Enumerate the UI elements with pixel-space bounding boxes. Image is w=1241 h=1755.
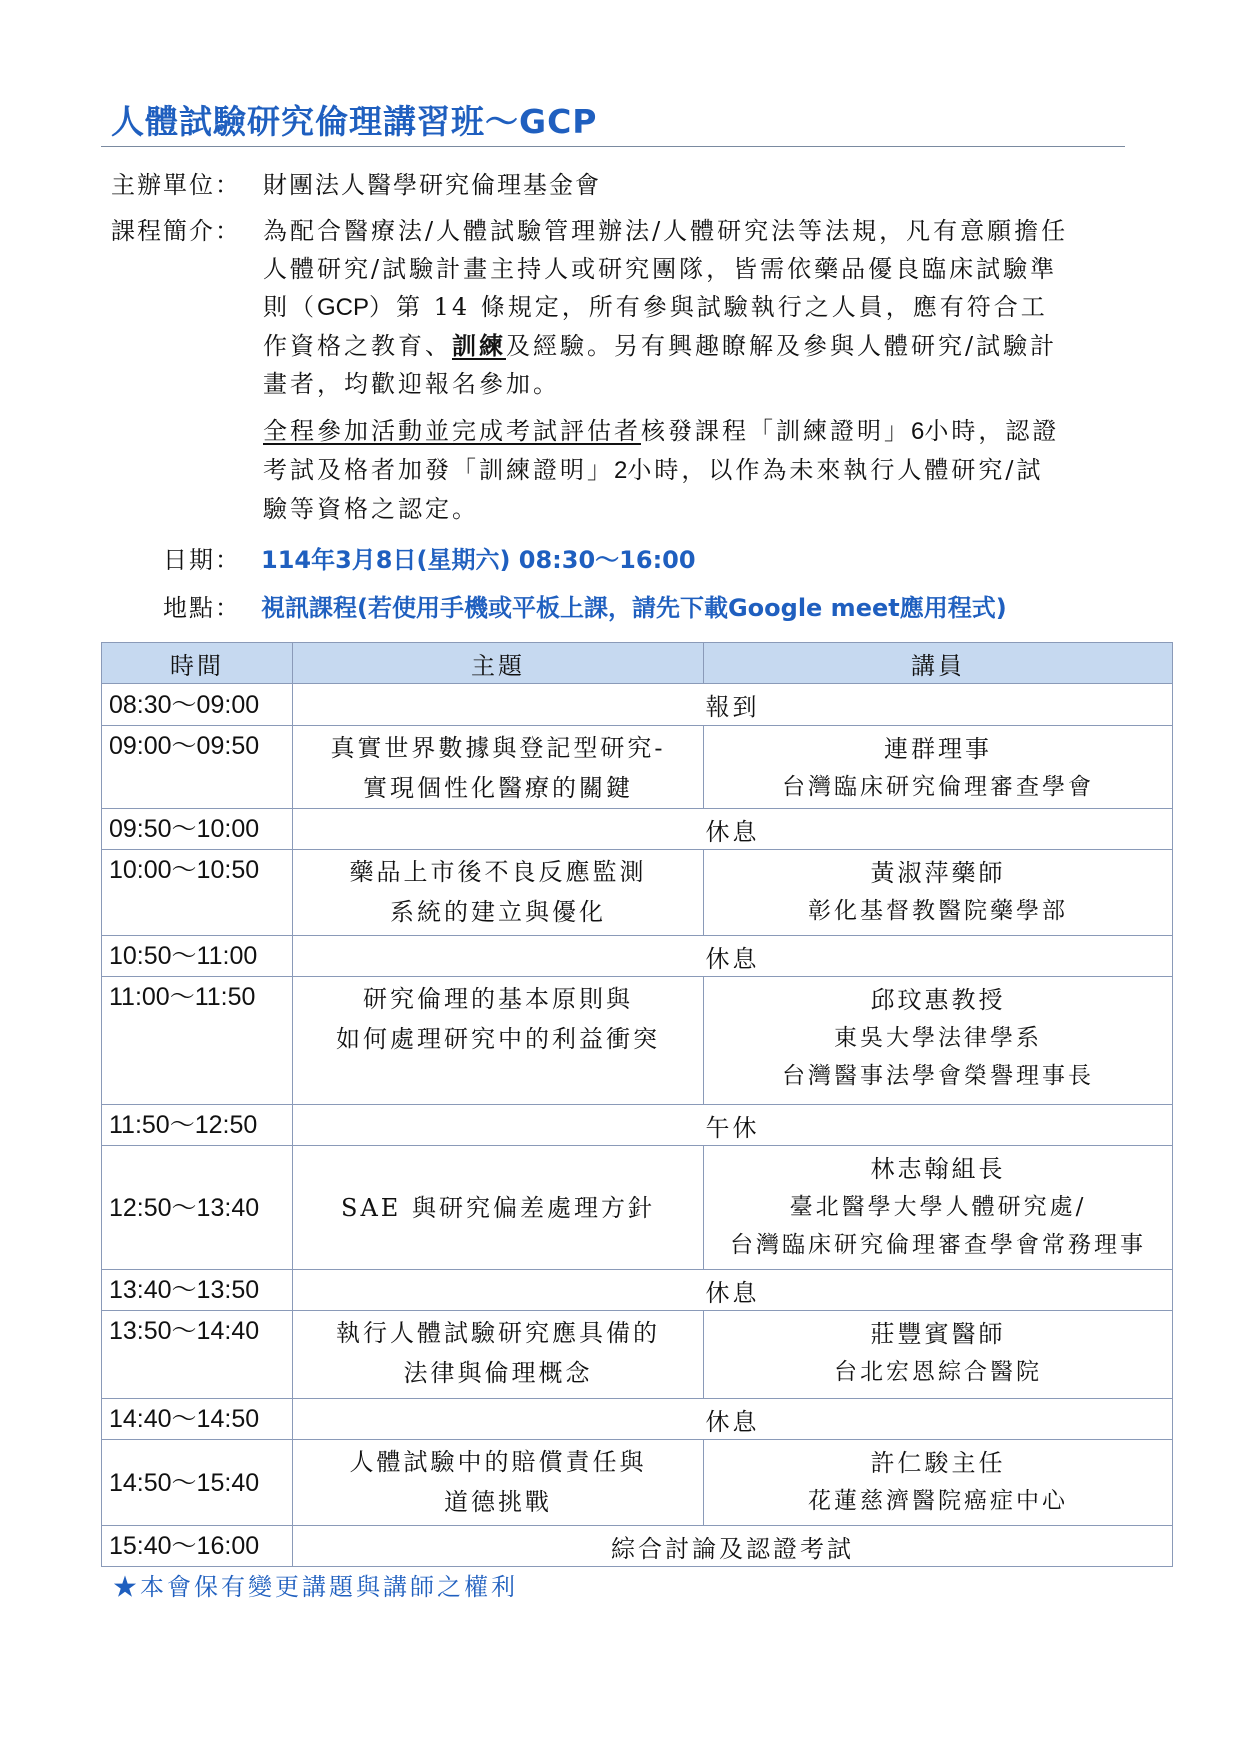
row-break-label: 休息 [293, 936, 1173, 977]
topic-line: SAE 與研究偏差處理方針 [341, 1193, 655, 1222]
organizer-label: 主辦單位： [111, 171, 241, 199]
row-time: 09:00～09:50 [102, 726, 293, 809]
topic-line: 實現個性化醫療的關鍵 [363, 774, 633, 802]
speaker-affiliation: 台灣臨床研究倫理審查學會 [782, 774, 1094, 800]
table-row [102, 1311, 1173, 1399]
row-break-label: 午休 [293, 1105, 1173, 1146]
intro-line: 人體研究/試驗計畫主持人或研究團隊，皆需依藥品優良臨床試驗準 [263, 255, 1058, 283]
intro-paragraph-1 [263, 212, 1123, 403]
intro-text: 小時，認證 [924, 417, 1060, 445]
topic-line: 真實世界數據與登記型研究- [330, 734, 666, 762]
speaker-name: 許仁駿主任 [870, 1449, 1006, 1477]
row-topic [293, 1146, 704, 1270]
speaker-affiliation: 臺北醫學大學人體研究處/ [789, 1194, 1087, 1220]
rights-note: ★本會保有變更講題與講師之權利 [113, 1573, 518, 1601]
header-topic: 主題 [293, 643, 704, 684]
row-time: 14:40～14:50 [102, 1399, 293, 1440]
header-speaker: 講員 [704, 643, 1173, 684]
row-topic [293, 726, 704, 809]
row-speaker [704, 1440, 1173, 1526]
location-value: 視訊課程(若使用手機或平板上課，請先下載Google meet應用程式) [261, 594, 1007, 622]
row-time: 08:30～09:00 [102, 684, 293, 726]
date-row [163, 542, 696, 578]
row-speaker [704, 1146, 1173, 1270]
table-row [102, 1526, 1173, 1567]
speaker-affiliation: 彰化基督教醫院藥學部 [808, 898, 1068, 924]
schedule-table [101, 642, 1173, 1567]
training-emphasis: 訓練 [452, 331, 506, 360]
topic-line: 系統的建立與優化 [390, 898, 606, 926]
row-speaker [704, 1311, 1173, 1399]
speaker-affiliation: 台北宏恩綜合醫院 [834, 1359, 1042, 1385]
gcp-text: GCP [317, 294, 370, 321]
intro-line [263, 412, 1123, 451]
organizer-row [111, 166, 601, 204]
row-time: 12:50～13:40 [102, 1146, 293, 1270]
row-break-label: 報到 [293, 684, 1173, 726]
header-time: 時間 [102, 643, 293, 684]
intro-line [263, 327, 1123, 365]
row-break-label: 綜合討論及認證考試 [293, 1526, 1173, 1567]
intro-line: 驗等資格之認定。 [263, 495, 479, 523]
location-label: 地點： [163, 594, 241, 622]
topic-line: 法律與倫理概念 [403, 1359, 593, 1387]
row-topic [293, 1440, 704, 1526]
row-time: 10:00～10:50 [102, 850, 293, 936]
table-row [102, 850, 1173, 936]
row-time: 10:50～11:00 [102, 936, 293, 977]
table-row [102, 809, 1173, 850]
intro-text: 小時，以作為未來執行人體研究/試 [627, 456, 1044, 484]
table-row [102, 1440, 1173, 1526]
table-row [102, 1146, 1173, 1270]
date-label: 日期： [163, 546, 241, 574]
row-time: 11:50～12:50 [102, 1105, 293, 1146]
row-time: 15:40～16:00 [102, 1526, 293, 1567]
intro-text: 及經驗。另有興趣瞭解及參與人體研究/試驗計 [506, 332, 1058, 360]
speaker-affiliation: 東吳大學法律學系 [834, 1025, 1042, 1051]
topic-line: 道德挑戰 [444, 1488, 552, 1516]
intro-label-row [111, 212, 261, 250]
speaker-affiliation: 花蓮慈濟醫院癌症中心 [808, 1488, 1068, 1514]
intro-text: ）第 14 條規定，所有參與試驗執行之人員，應有符合工 [369, 293, 1048, 321]
table-row [102, 1270, 1173, 1311]
table-header-row [102, 643, 1173, 684]
topic-line: 人體試驗中的賠償責任與 [349, 1448, 647, 1476]
row-time: 11:00～11:50 [102, 977, 293, 1105]
hours-number: 2 [614, 457, 628, 484]
intro-text: 則（ [263, 293, 317, 321]
hours-number: 6 [911, 418, 925, 445]
intro-line [263, 451, 1123, 490]
speaker-name: 林志翰組長 [870, 1155, 1006, 1183]
intro-text: 作資格之教育、 [263, 332, 452, 360]
speaker-affiliation: 台灣醫事法學會榮譽理事長 [782, 1063, 1094, 1089]
intro-text: 考試及格者加發「訓練證明」 [263, 456, 614, 484]
requirement-underline: 全程參加活動並完成考試評估者 [263, 417, 641, 445]
row-topic [293, 1311, 704, 1399]
topic-line: 藥品上市後不良反應監測 [349, 858, 647, 886]
page-title: 人體試驗研究倫理講習班～GCP [111, 102, 598, 141]
row-speaker [704, 850, 1173, 936]
topic-line: 研究倫理的基本原則與 [363, 985, 633, 1013]
table-row [102, 977, 1173, 1105]
location-row [163, 590, 1007, 626]
table-row [102, 1105, 1173, 1146]
table-row [102, 684, 1173, 726]
speaker-name: 莊豐賓醫師 [870, 1320, 1006, 1348]
intro-text: 核發課程「訓練證明」 [641, 417, 911, 445]
intro-label: 課程簡介： [111, 217, 241, 245]
row-break-label: 休息 [293, 809, 1173, 850]
row-topic [293, 850, 704, 936]
row-break-label: 休息 [293, 1270, 1173, 1311]
table-row [102, 936, 1173, 977]
row-time: 13:50～14:40 [102, 1311, 293, 1399]
table-row [102, 726, 1173, 809]
row-time: 09:50～10:00 [102, 809, 293, 850]
row-topic [293, 977, 704, 1105]
row-time: 13:40～13:50 [102, 1270, 293, 1311]
row-time: 14:50～15:40 [102, 1440, 293, 1526]
speaker-name: 邱玟惠教授 [870, 986, 1006, 1014]
intro-line: 為配合醫療法/人體試驗管理辦法/人體研究法等法規，凡有意願擔任 [263, 217, 1069, 245]
topic-line: 執行人體試驗研究應具備的 [336, 1319, 660, 1347]
topic-line: 如何處理研究中的利益衝突 [336, 1025, 660, 1053]
intro-line: 畫者，均歡迎報名參加。 [263, 370, 560, 398]
organizer-value: 財團法人醫學研究倫理基金會 [263, 171, 601, 199]
row-speaker [704, 977, 1173, 1105]
row-break-label: 休息 [293, 1399, 1173, 1440]
speaker-name: 連群理事 [884, 735, 992, 763]
row-speaker [704, 726, 1173, 809]
intro-line [263, 288, 1123, 327]
table-row [102, 1399, 1173, 1440]
intro-paragraph-2 [263, 412, 1123, 528]
date-value: 114年3月8日(星期六) 08:30～16:00 [261, 546, 696, 574]
speaker-affiliation: 台灣臨床研究倫理審查學會常務理事 [730, 1232, 1146, 1258]
title-divider [101, 146, 1125, 147]
speaker-name: 黃淑萍藥師 [870, 859, 1006, 887]
